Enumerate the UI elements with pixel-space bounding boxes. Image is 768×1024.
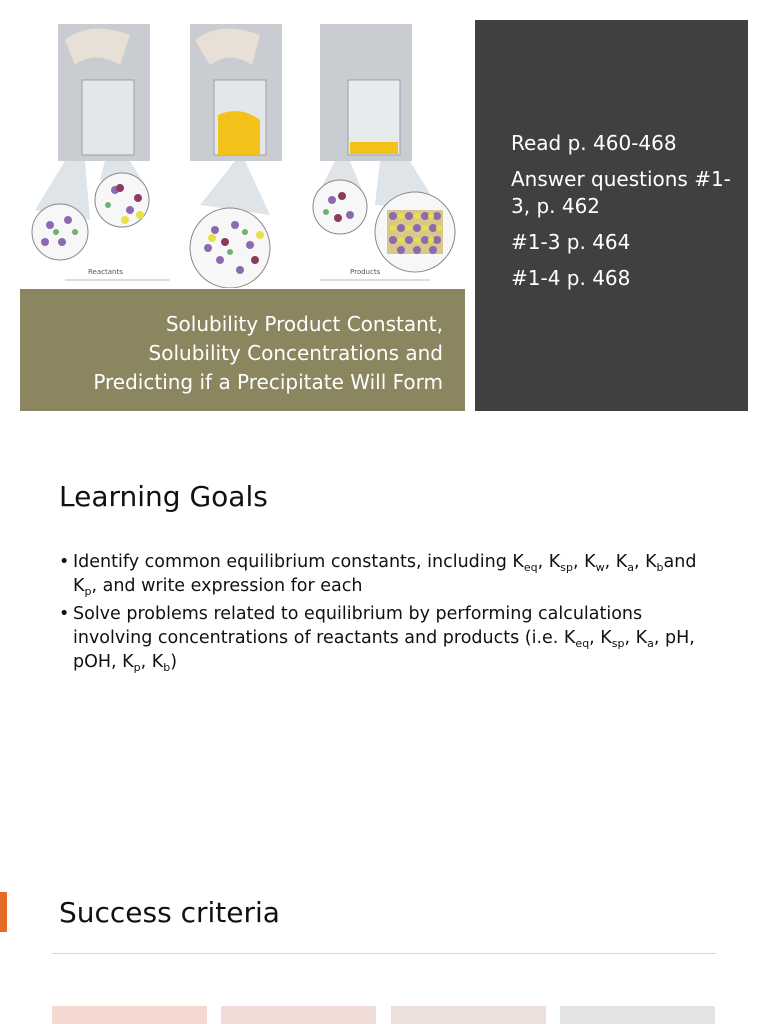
subscript: eq [523,561,538,574]
goal-text: , pH, pOH, K [73,628,695,672]
subscript: eq [575,637,590,650]
title-line: Predicting if a Precipitate Will Form [93,370,443,394]
slide-title-text [23,310,443,397]
bullet: • [59,552,70,572]
products-label: Products [350,268,381,276]
subscript: a [627,561,634,574]
goal-text: and K [73,552,697,596]
subscript: a [647,637,654,650]
slide-title [0,0,768,430]
reading-list [511,130,741,301]
goal-text: , K [624,628,648,648]
goal-text: , K [140,652,164,672]
slide-success-criteria [0,870,768,1024]
title-box [20,289,465,411]
subscript: sp [611,637,625,650]
criteria-card [560,1006,715,1024]
goal-text: , K [604,552,628,572]
reading-item: Read p. 460-468 [511,131,677,155]
criteria-card [221,1006,376,1024]
goal-text: Identify common equilibrium constants, including K [73,552,524,572]
goal-item [59,602,699,674]
accent-bar [0,892,7,932]
slide-learning-goals [0,430,768,860]
goal-text: Solve problems related to equilibrium by performing calculations involving concentrations of reactants and products (i.e. K [73,604,643,648]
goal-text: , K [537,552,561,572]
subscript: p [84,585,92,598]
subscript: w [595,561,605,574]
criteria-card [391,1006,546,1024]
subscript: b [656,561,664,574]
goal-text: , K [633,552,657,572]
reactants-label: Reactants [88,268,123,276]
goal-text: , K [589,628,612,648]
title-line: Solubility Product Constant, [165,312,443,336]
reading-item: Answer questions #1-3, p. 462 [511,167,731,218]
subscript: p [133,661,141,674]
goals-list [59,550,699,678]
subscript: b [163,661,171,674]
goal-item [59,550,699,598]
goal-text: ) [170,652,178,672]
title-line: Solubility Concentrations and [148,341,443,365]
precipitate-photo [20,20,465,288]
divider [52,953,716,954]
success-criteria-title: Success criteria [59,896,280,929]
precipitation-illustration [20,20,465,288]
learning-goals-title: Learning Goals [59,480,268,513]
subscript: sp [560,561,573,574]
bullet: • [59,604,70,624]
reading-panel [475,20,748,411]
criteria-card [52,1006,207,1024]
goal-text: , and write expression for each [91,576,363,596]
goal-text: , K [572,552,596,572]
reading-item: #1-4 p. 468 [511,266,631,290]
reading-item: #1-3 p. 464 [511,230,631,254]
